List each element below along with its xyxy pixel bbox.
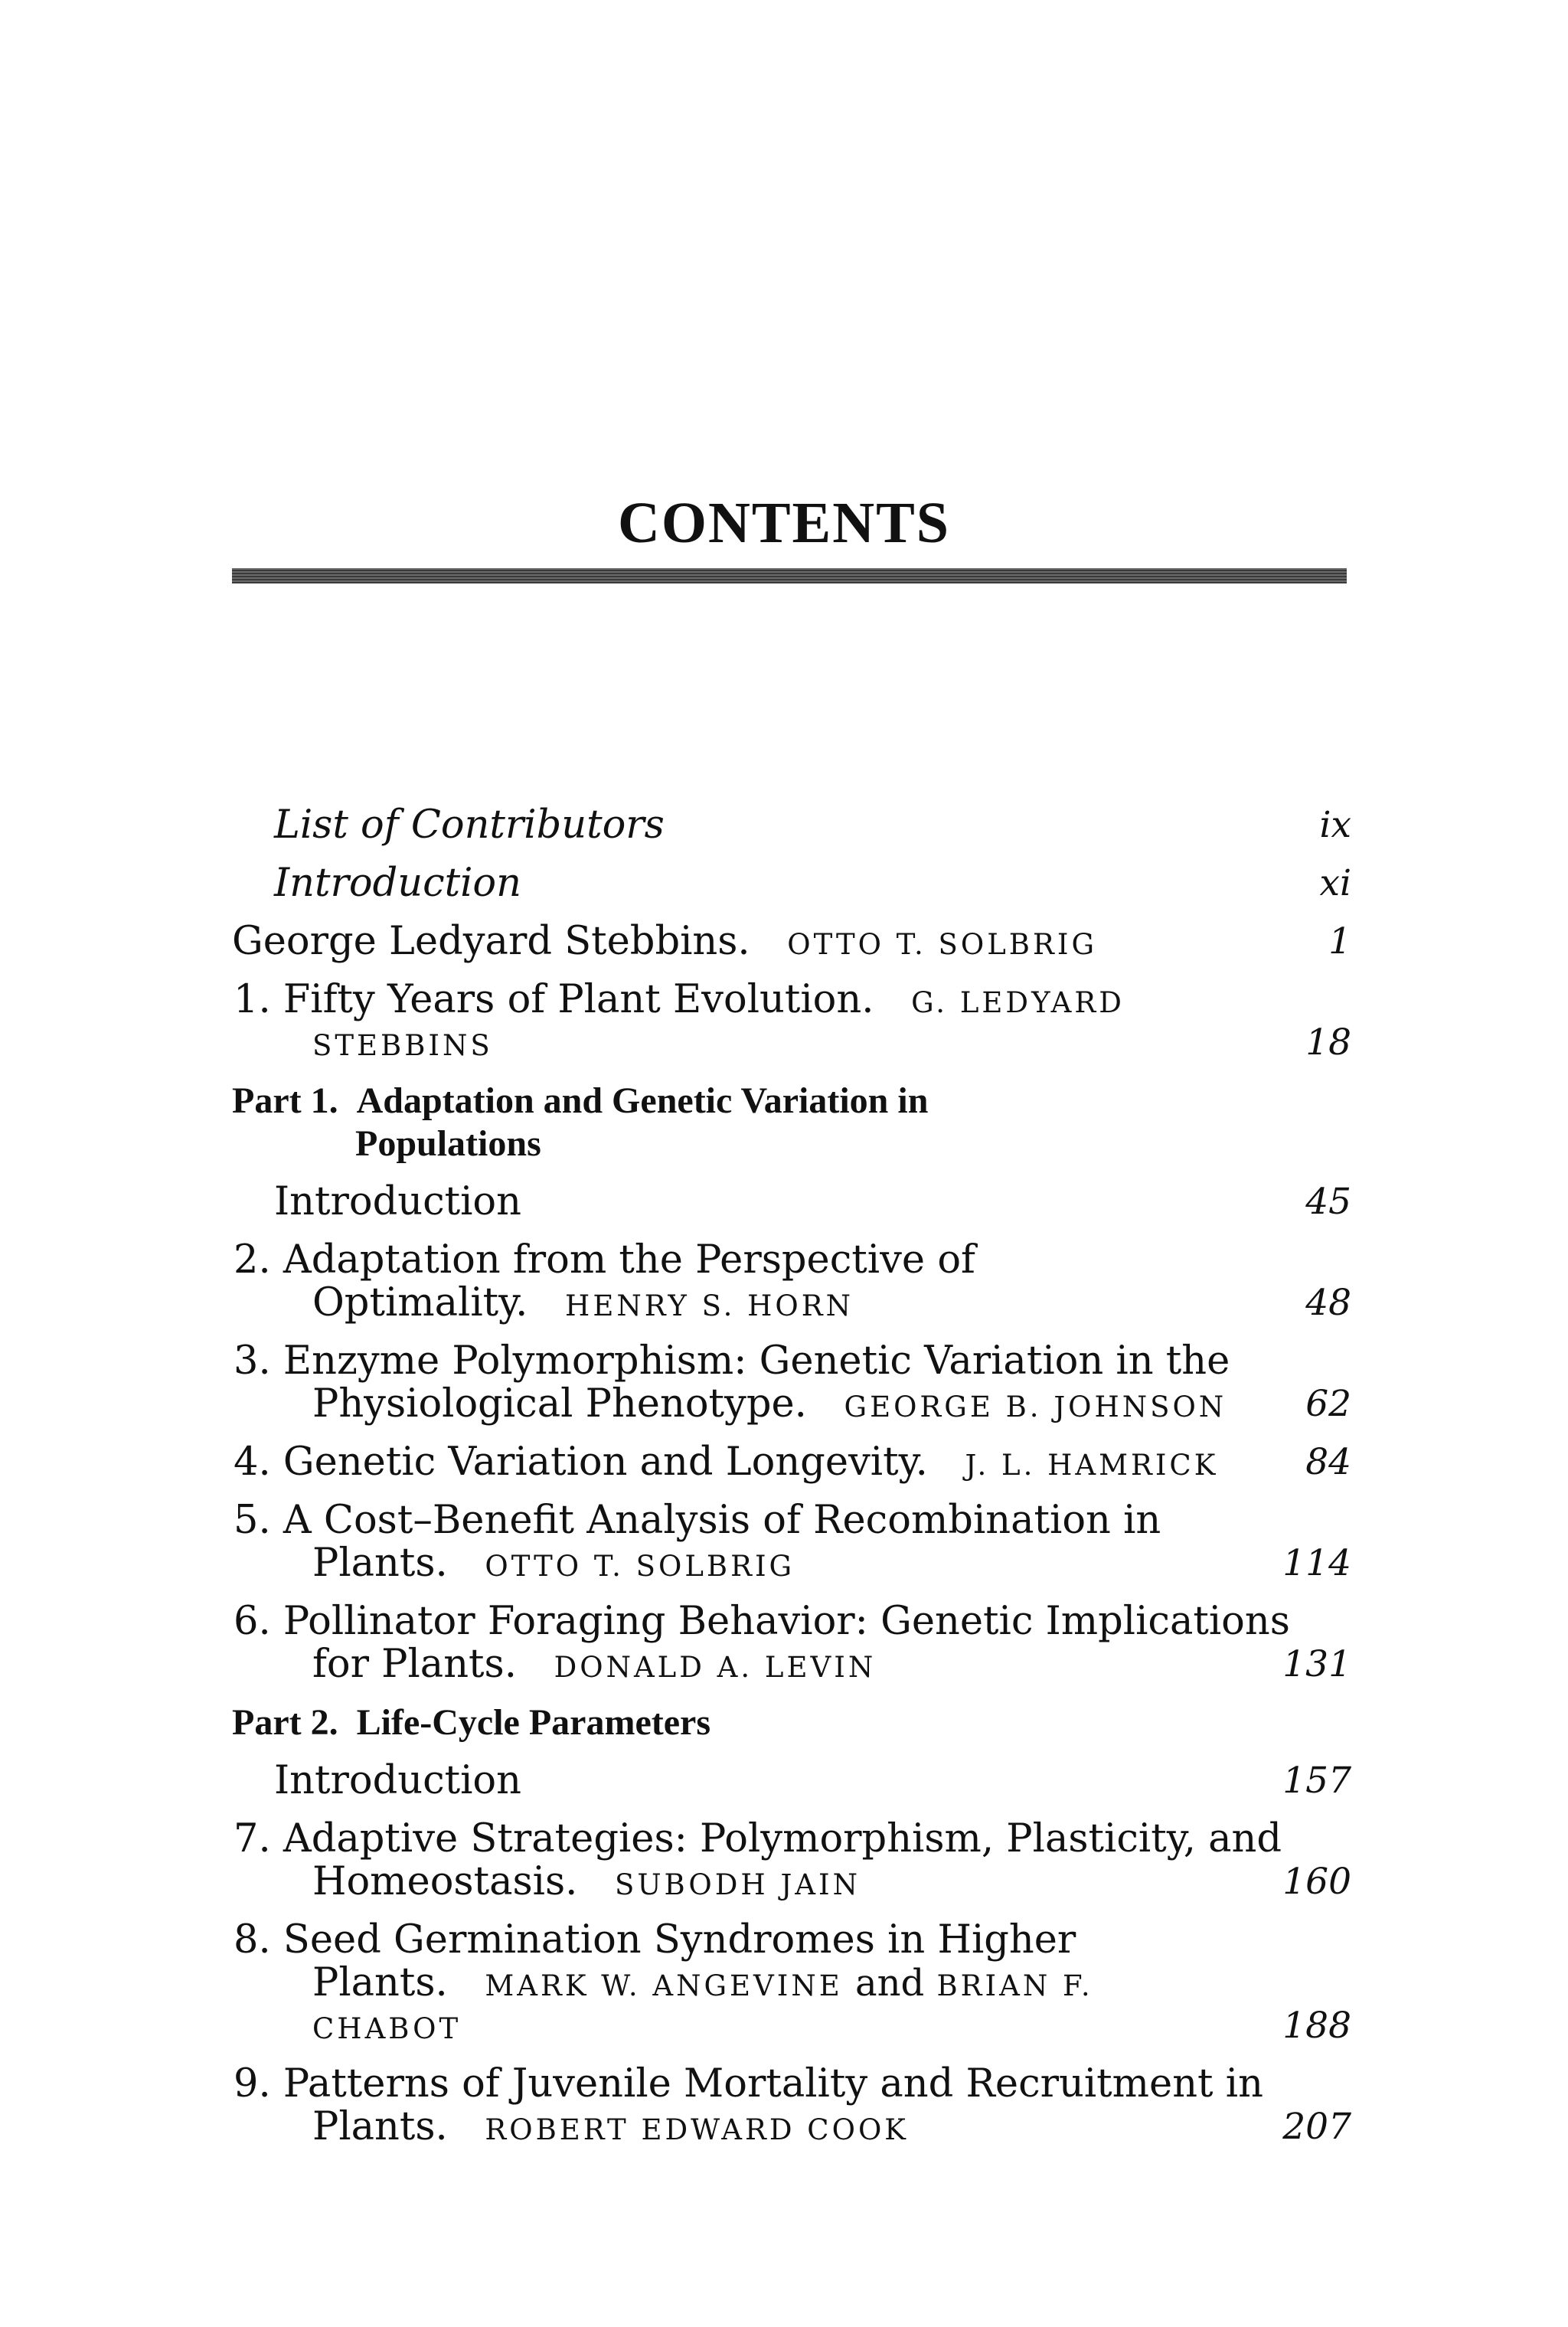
author-conjunction: and [854, 1962, 925, 2005]
entry-title: Physiological Phenotype. [312, 1381, 807, 1427]
chapter-number: 7. [234, 1816, 271, 1861]
toc-entry-chapter-8 [234, 1919, 1076, 1962]
entry-title: Plants. [312, 2104, 448, 2149]
entry-author: GEORGE B. JOHNSON [844, 1391, 1227, 1423]
entry-title: Introduction [274, 1179, 521, 1224]
toc-entry-chapter-2-cont [312, 1282, 854, 1328]
toc-entry-list-of-contributors [274, 804, 665, 847]
entry-title: Plants. [312, 1541, 448, 1586]
chapter-number: 5. [234, 1498, 271, 1543]
entry-title: Introduction [274, 861, 521, 906]
chapter-number: 2. [234, 1237, 271, 1283]
toc-entry-introduction [274, 862, 521, 905]
toc-entry-chapter-5-cont [312, 1542, 795, 1588]
entry-title: Fifty Years of Plant Evolution. [283, 977, 874, 1022]
entry-author: BRIAN F. [936, 1969, 1093, 2002]
part-label: Part 2. [232, 1702, 338, 1743]
page-number: 18 [1305, 1021, 1351, 1064]
part-title: Adaptation and Genetic Variation in [356, 1080, 929, 1121]
toc-entry-chapter-2 [234, 1239, 975, 1282]
page-number: 1 [1328, 920, 1351, 963]
page-number: 114 [1282, 1542, 1351, 1584]
entry-title: Enzyme Polymorphism: Genetic Variation in the [283, 1338, 1230, 1384]
entry-title: Pollinator Foraging Behavior: Genetic Implications [283, 1599, 1290, 1644]
page-number: 207 [1282, 2106, 1351, 2148]
page-number: 160 [1282, 1861, 1351, 1903]
page-title: CONTENTS [617, 491, 951, 555]
toc-entry-chapter-6 [234, 1600, 1290, 1643]
toc-entry-chapter-7-cont [312, 1861, 861, 1907]
toc-entry-chapter-5 [234, 1499, 1161, 1542]
entry-author: STEBBINS [312, 1029, 493, 1062]
entry-author: OTTO T. SOLBRIG [787, 928, 1098, 961]
toc-entry-chapter-1-cont [312, 1021, 493, 1067]
part-heading-1 [232, 1080, 928, 1123]
entry-author: J. L. HAMRICK [965, 1449, 1219, 1482]
toc-entry-chapter-1 [234, 979, 1125, 1025]
entry-title: Plants. [312, 1960, 448, 2005]
toc-entry-chapter-8-cont [312, 1962, 1093, 2008]
toc-entry-chapter-3-cont [312, 1383, 1227, 1429]
page-number: 48 [1305, 1282, 1351, 1324]
entry-title: Seed Germination Syndromes in Higher [283, 1917, 1076, 1963]
page-number: 45 [1305, 1181, 1351, 1223]
chapter-number: 4. [234, 1440, 271, 1485]
entry-author: MARK W. ANGEVINE [485, 1969, 843, 2002]
page-number: 131 [1282, 1643, 1351, 1685]
entry-author: G. LEDYARD [911, 986, 1125, 1019]
toc-entry-chapter-3 [234, 1340, 1230, 1383]
entry-author: ROBERT EDWARD COOK [485, 2113, 909, 2146]
entry-title: Introduction [274, 1758, 521, 1803]
entry-author: SUBODH JAIN [615, 1868, 861, 1901]
page-number: xi [1319, 862, 1351, 904]
toc-entry-chapter-4 [234, 1441, 1218, 1487]
toc-entry-part2-introduction [274, 1760, 521, 1802]
entry-title: Adaptation from the Perspective of [283, 1237, 975, 1283]
part-title: Populations [355, 1123, 541, 1164]
entry-title: A Cost–Benefit Analysis of Recombination in [283, 1498, 1161, 1543]
toc-entry-part1-introduction [274, 1181, 521, 1224]
page-number: ix [1319, 804, 1351, 846]
entry-author: OTTO T. SOLBRIG [485, 1550, 795, 1583]
entry-title: List of Contributors [274, 802, 665, 848]
page-number: 84 [1305, 1441, 1351, 1483]
entry-title: Optimality. [312, 1280, 528, 1325]
chapter-number: 3. [234, 1338, 271, 1384]
part-heading-1-cont [355, 1123, 541, 1165]
chapter-number: 9. [234, 2061, 271, 2106]
entry-author: CHABOT [312, 2012, 462, 2045]
toc-entry-chapter-9 [234, 2063, 1263, 2106]
chapter-number: 8. [234, 1917, 271, 1963]
page-number: 157 [1282, 1760, 1351, 1802]
entry-title: Patterns of Juvenile Mortality and Recruitment in [283, 2061, 1263, 2106]
entry-author: HENRY S. HORN [565, 1289, 854, 1322]
entry-title: Homeostasis. [312, 1859, 578, 1904]
page-number: 188 [1282, 2005, 1351, 2047]
part-title: Life-Cycle Parameters [356, 1702, 711, 1743]
chapter-number: 6. [234, 1599, 271, 1644]
page-number: 62 [1305, 1383, 1351, 1425]
entry-title: Adaptive Strategies: Polymorphism, Plasticity, and [283, 1816, 1282, 1861]
toc-entry-chapter-8-cont-2 [312, 2005, 461, 2051]
toc-entry-chapter-7 [234, 1818, 1282, 1861]
entry-title: Genetic Variation and Longevity. [283, 1440, 928, 1485]
toc-entry-stebbins [232, 920, 1097, 966]
entry-title: George Ledyard Stebbins. [232, 919, 750, 964]
part-heading-2 [232, 1701, 710, 1744]
toc-entry-chapter-6-cont [312, 1643, 876, 1689]
chapter-number: 1. [234, 977, 271, 1022]
entry-title: for Plants. [312, 1642, 517, 1687]
entry-author: DONALD A. LEVIN [554, 1651, 877, 1684]
part-label: Part 1. [232, 1080, 338, 1121]
toc-entry-chapter-9-cont [312, 2106, 909, 2152]
